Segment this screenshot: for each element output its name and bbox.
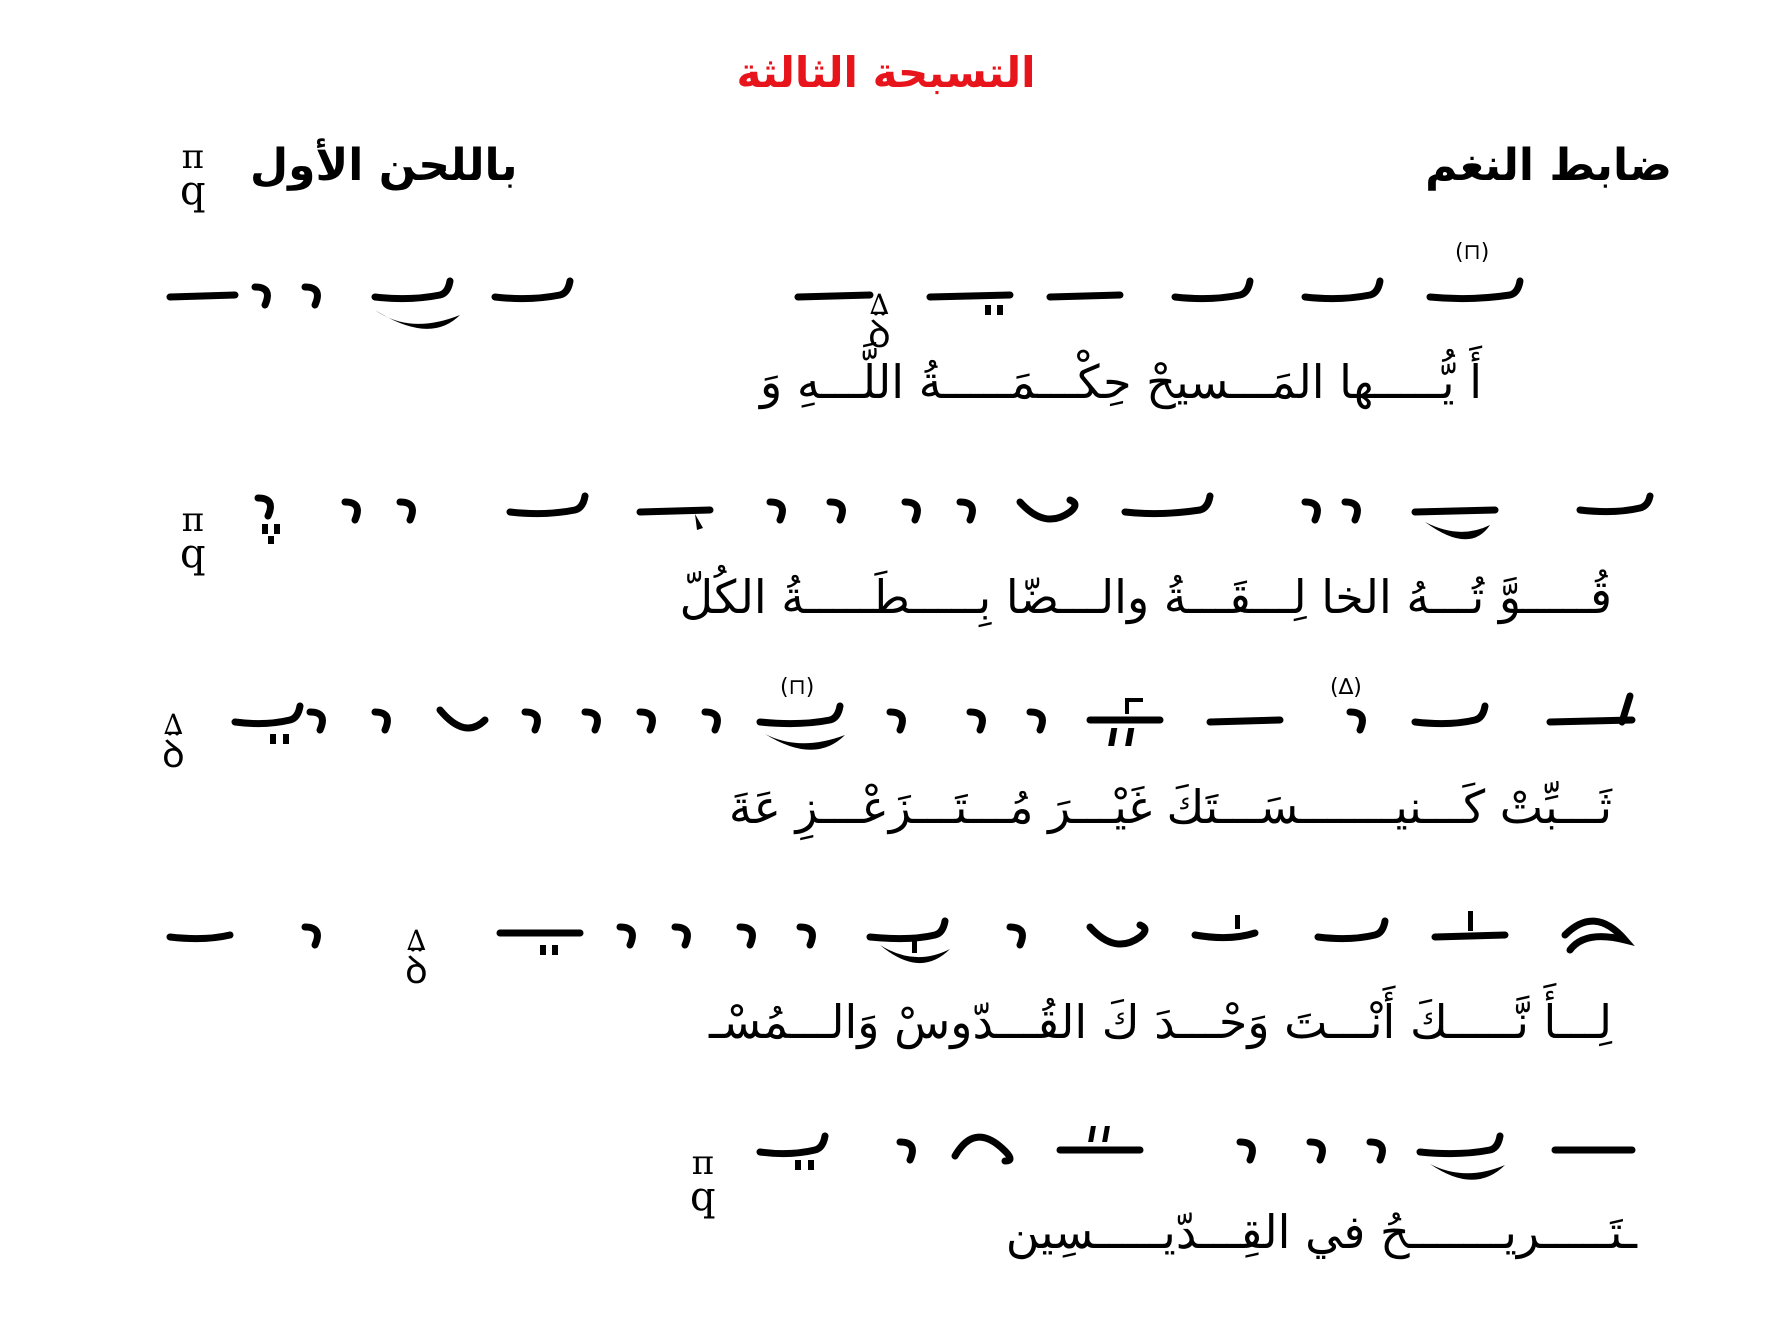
lyric-line-3: ثَـــبِّتْ كَـــنيـــــــسَـــتَكَ غَيْـــرَ مُـــتَـــزَعْـــزِ عَةَ bbox=[728, 780, 1612, 834]
paren-sign: (∆) bbox=[1330, 675, 1362, 700]
lyric-line-5: ـتَـــــريـــــــحُ في القِـــدّيـــــسِين bbox=[1005, 1205, 1637, 1259]
pi-martyria-sign: π q bbox=[180, 500, 206, 577]
paren-sign: (⊓) bbox=[780, 675, 815, 700]
lyric-line-4: لِـــأَ نَّـــــكَ أَنْـــتَ وَحْـــدَ كَ القُـــدّوسْ وَالـــمُسْـ bbox=[708, 995, 1612, 1049]
lyric-line-2: قُـــــوَّ تُـــهُ الخا لِـــقَـــةُ والـــضّا بِـــــطَـــــةُ الكُلّ bbox=[679, 570, 1612, 624]
pi-martyria-sign: π q bbox=[180, 137, 206, 214]
neume-row-5 bbox=[0, 1120, 1772, 1210]
paren-sign: (⊓) bbox=[1455, 240, 1490, 265]
delta-martyria-sign: ∆ ꝺ̈ bbox=[162, 708, 185, 777]
delta-martyria-sign: ∆ ꝺ̈ bbox=[405, 924, 428, 993]
lyric-line-1: أَ يُّـــــها المَـــسيحْ حِكْـــمَـــــةُ اللَّـــهِ وَ bbox=[760, 355, 1482, 409]
mode-label: باللحن الأول bbox=[250, 140, 518, 191]
neume-row-2 bbox=[0, 480, 1772, 577]
tone-control-label: ضابط النغم bbox=[1425, 140, 1672, 191]
neume-row-4 bbox=[0, 905, 1772, 995]
page-title: التسبحة الثالثة bbox=[736, 48, 1036, 97]
delta-martyria-sign: ∆ ꝺ̈ bbox=[868, 288, 891, 357]
neume-row-3 bbox=[0, 690, 1772, 780]
pi-martyria-sign: π q bbox=[690, 1143, 716, 1220]
